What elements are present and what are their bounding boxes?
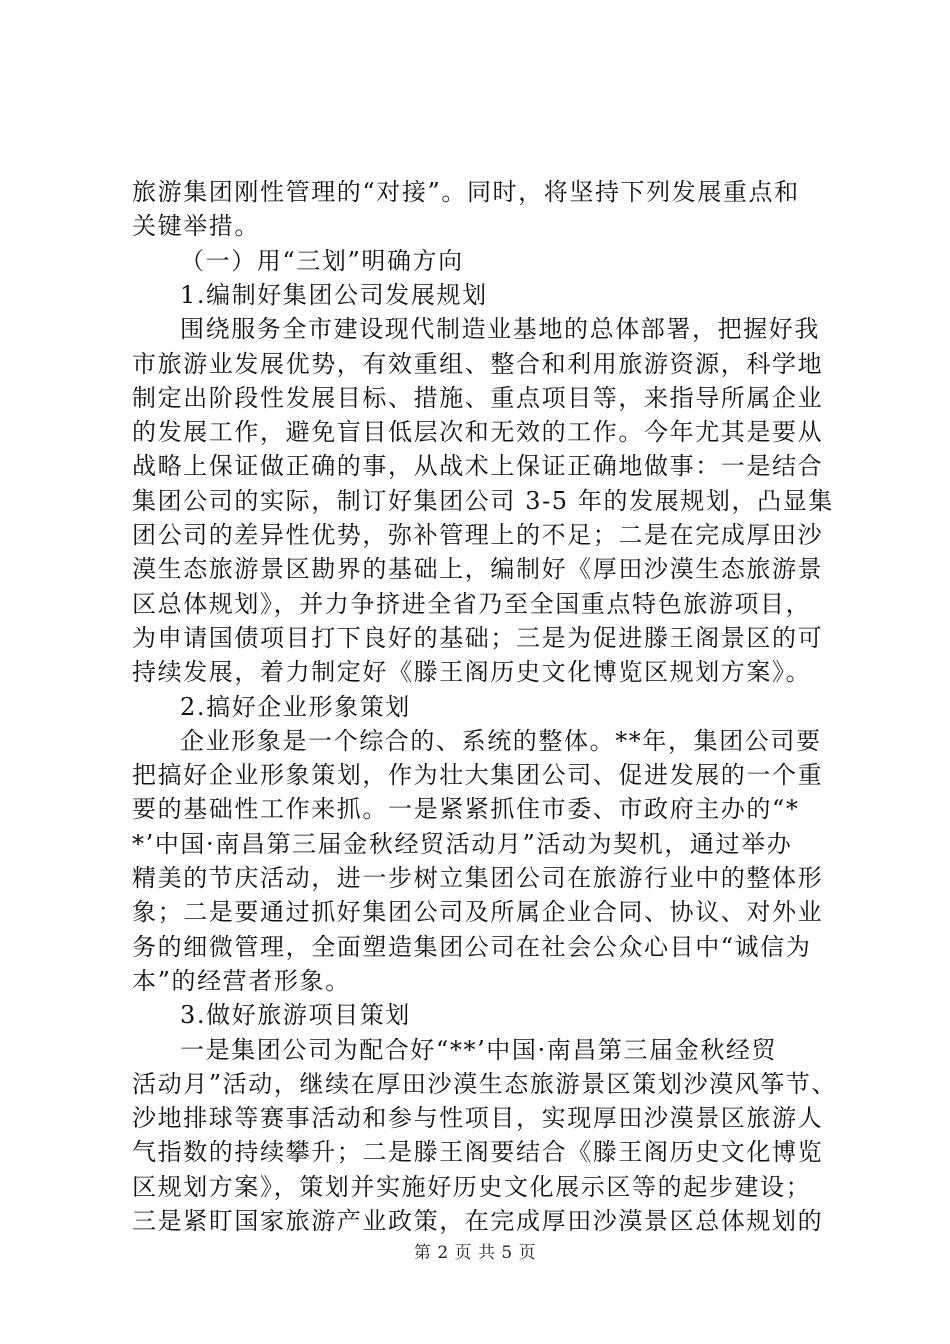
text-line: 持续发展，着力制定好《滕王阁历史文化博览区规划方案》。: [132, 658, 812, 687]
text-line: 把搞好企业形象策划，作为壮大集团公司、促进发展的一个重: [132, 761, 824, 790]
text-line: 集团公司的实际，制订好集团公司 3-5 年的发展规划，凸显集: [132, 486, 834, 515]
text-line: *’中国·南昌第三届金秋经贸活动月”活动为契机，通过举办: [132, 829, 793, 858]
text-line: 漠生态旅游景区勘界的基础上，编制好《厚田沙漠生态旅游景: [132, 555, 824, 584]
text-line: 一是集团公司为配合好“**’中国·南昌第三届金秋经贸: [180, 1035, 778, 1064]
text-line: 象；二是要通过抓好集团公司及所属企业合同、协议、对外业: [132, 898, 824, 927]
page-footer: 第 2 页 共 5 页: [413, 1243, 537, 1263]
text-line: 市旅游业发展优势，有效重组、整合和利用旅游资源，科学地: [132, 349, 824, 378]
text-line: 企业形象是一个综合的、系统的整体。**年，集团公司要: [180, 726, 822, 755]
text-line: 旅游集团刚性管理的“对接”。同时，将坚持下列发展重点和: [132, 178, 800, 206]
text-line: 制定出阶段性发展目标、措施、重点项目等，来指导所属企业: [132, 383, 824, 412]
text-line: 关键举措。: [132, 212, 260, 241]
subsection-heading: 2.搞好企业形象策划: [180, 692, 411, 721]
text-line: 为申请国债项目打下良好的基础；三是为促进滕王阁景区的可: [132, 623, 824, 652]
subsection-heading: 3.做好旅游项目策划: [180, 1001, 411, 1030]
text-line: 要的基础性工作来抓。一是紧紧抓住市委、市政府主办的“*: [132, 795, 800, 824]
text-line: 气指数的持续攀升；二是滕王阁要结合《滕王阁历史文化博览: [132, 1138, 824, 1167]
text-line: 围绕服务全市建设现代制造业基地的总体部署，把握好我: [180, 315, 820, 344]
text-line: 务的细微管理，全面塑造集团公司在社会公众心目中“诚信为: [132, 932, 812, 961]
text-line: 精美的节庆活动，进一步树立集团公司在旅游行业中的整体形: [132, 864, 824, 892]
text-line: 三是紧盯国家旅游产业政策，在完成厚田沙漠景区总体规划的: [132, 1207, 824, 1235]
text-line: 区规划方案》，策划并实施好历史文化展示区等的起步建设；: [132, 1172, 812, 1201]
subsection-heading: 1.编制好集团公司发展规划: [180, 280, 488, 309]
text-line: 沙地排球等赛事活动和参与性项目，实现厚田沙漠景区旅游人: [132, 1104, 824, 1133]
text-line: 战略上保证做正确的事，从战术上保证正确地做事：一是结合: [132, 452, 824, 481]
section-heading: （一）用“三划”明确方向: [180, 246, 464, 275]
text-line: 活动月”活动，继续在厚田沙漠生态旅游景区策划沙漠风筝节、: [132, 1069, 838, 1098]
text-line: 区总体规划》，并力争挤进全省乃至全国重点特色旅游项目，: [132, 589, 812, 618]
text-line: 团公司的差异性优势，弥补管理上的不足；二是在完成厚田沙: [132, 521, 824, 549]
text-line: 本”的经营者形象。: [132, 966, 351, 995]
text-line: 的发展工作，避免盲目低层次和无效的工作。今年尤其是要从: [132, 418, 824, 447]
